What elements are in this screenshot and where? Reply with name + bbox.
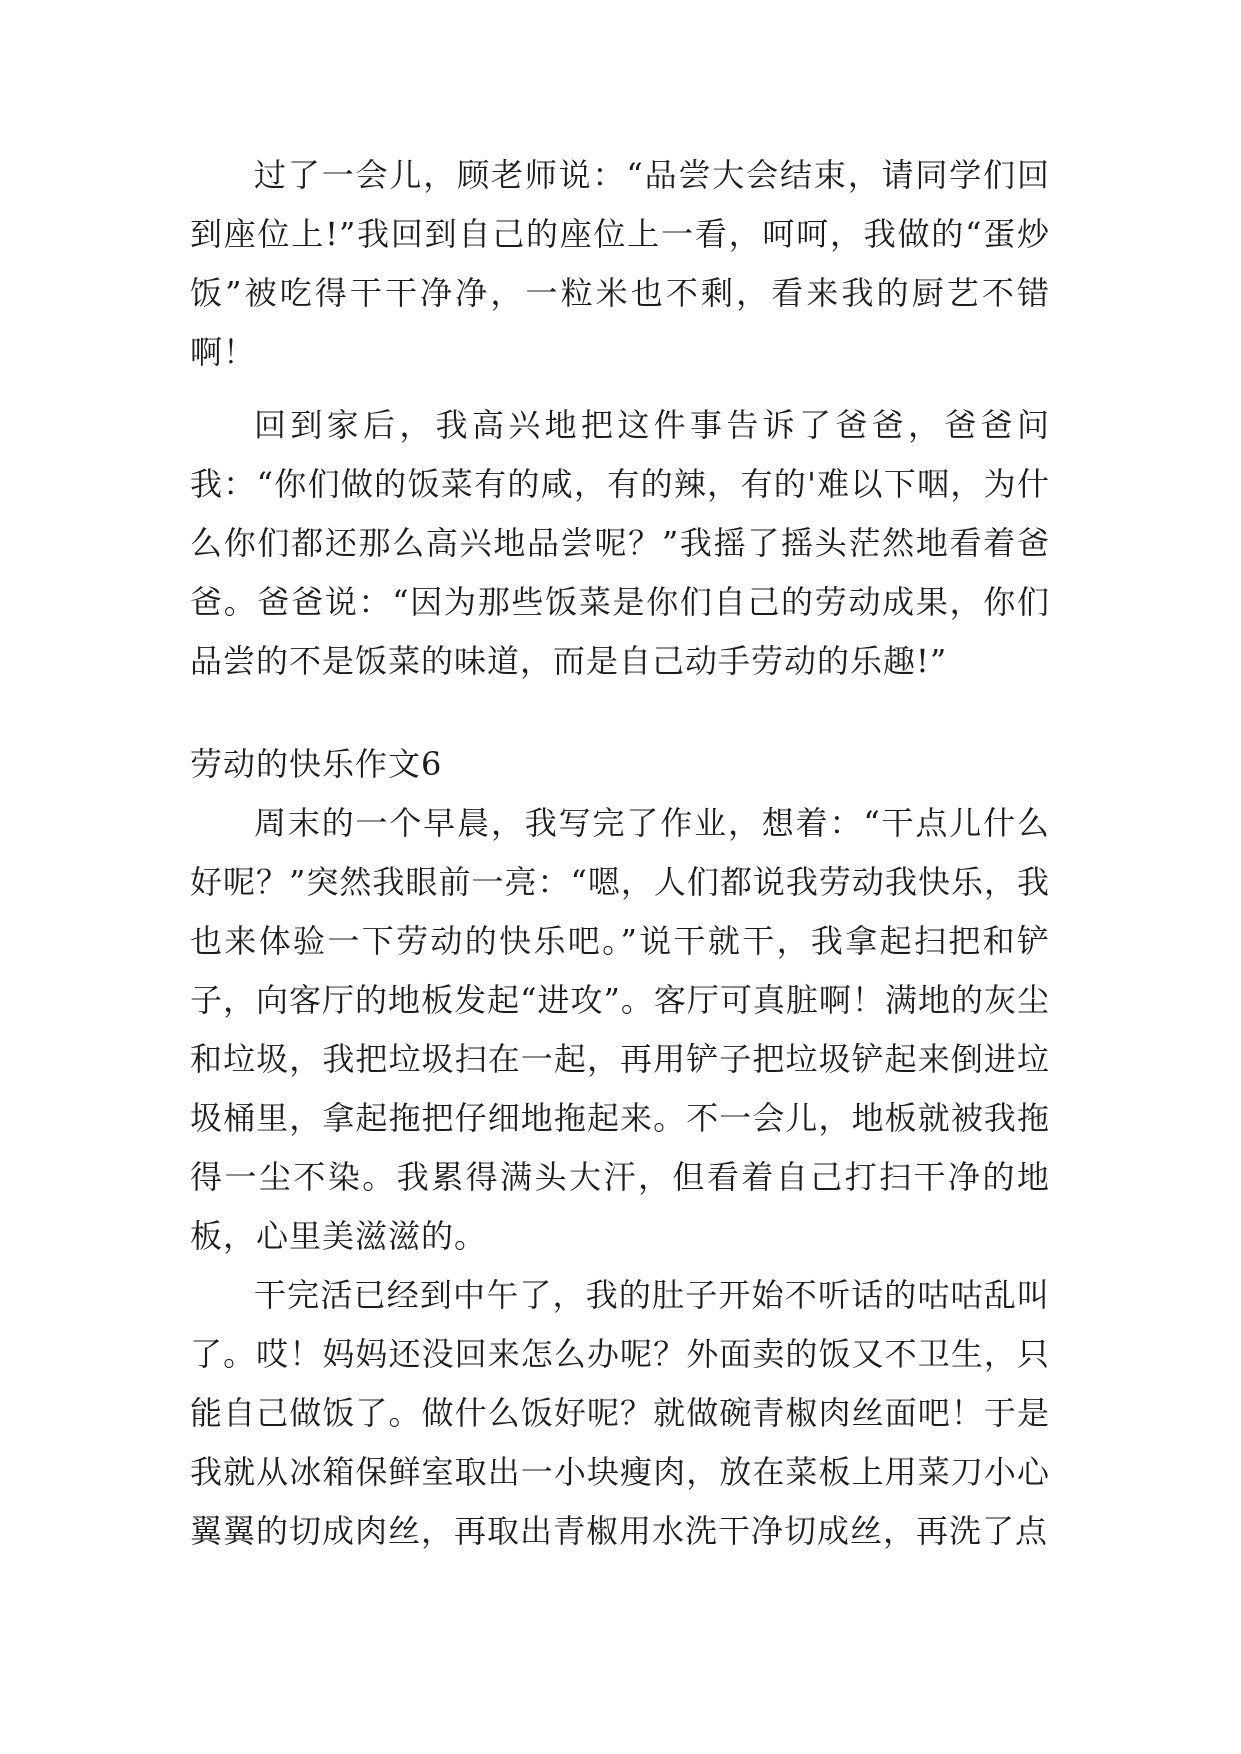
paragraph: 干完活已经到中午了，我的肚子开始不听话的咕咕乱叫了。哎！妈妈还没回来怎么办呢？外面卖的饭又不卫生，只能自己做饭了。做什么饭好呢？就做碗青椒肉丝面吧！于是我就从冰箱保鲜室取出一小块瘦肉，放在菜板上用菜刀小心翼翼的切成肉丝，再取出青椒用水洗干净切成丝，再洗了点 (190, 1276, 1050, 1550)
paragraph: 周末的一个早晨，我写完了作业，想着：“干点儿什么好呢？”突然我眼前一亮：“嗯，人们都说我劳动我快乐，我也来体验一下劳动的快乐吧。”说干就干，我拿起扫把和铲子，向客厅的地板发起“进攻”。客厅可真脏啊！满地的灰尘和垃圾，我把垃圾扫在一起，再用铲子把垃圾铲起来倒进垃圾桶里，拿起拖把仔细地拖起来。不一会儿，地板就被我拖得一尘不染。我累得满头大汗，但看着自己打扫干净的地板，心里美滋滋的。 (190, 804, 1050, 1255)
paragraph: 过了一会儿，顾老师说：“品尝大会结束，请同学们回到座位上!”我回到自己的座位上一看，呵呵，我做的“蛋炒饭”被吃得干干净净，一粒米也不剩，看来我的厨艺不错啊！ (190, 156, 1050, 371)
paragraph: 回到家后，我高兴地把这件事告诉了爸爸，爸爸问我：“你们做的饭菜有的咸，有的辣，有的'难以下咽，为什么你们都还那么高兴地品尝呢？”我摇了摇头茫然地看着爸爸。爸爸说：“因为那些饭菜是你们自己的劳动成果，你们品尝的不是饭菜的味道，而是自己动手劳动的乐趣!” (190, 406, 1050, 680)
section-title: 劳动的快乐作文6 (190, 745, 443, 783)
section-two (190, 794, 1050, 1561)
section-one (190, 146, 1050, 691)
